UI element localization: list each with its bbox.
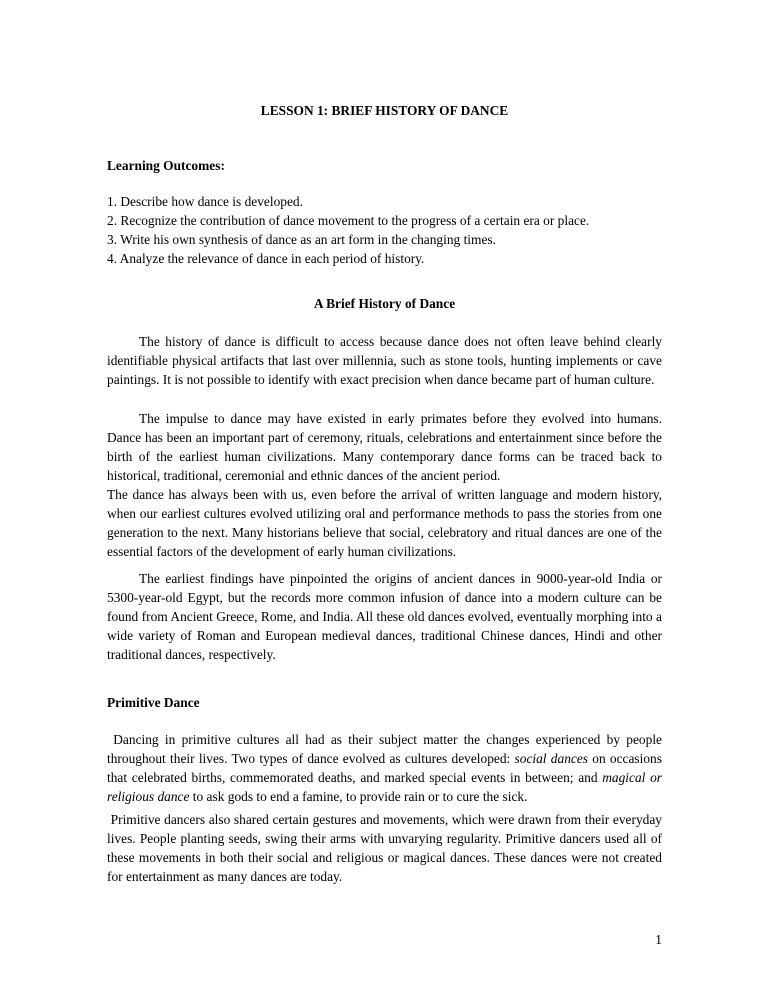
social-dances-term: social dances [514, 751, 588, 766]
list-item: 1. Describe how dance is developed. [107, 194, 303, 209]
text-segment: Primitive dancers also shared certain gestures and movements, which were drawn from their everyday lives. People planting seeds, swing their arms with unvarying regularity. Primitive dancers used all of these movements in both their social and religious or magical dances. These dances were not created for entertainment as many dances are today. [107, 812, 662, 884]
paragraph-earliest-findings: The earliest findings have pinpointed the origins of ancient dances in 9000-year-old India or 5300-year-old Egypt, but the records more common infusion of dance into a modern culture can be found from Ancient Greece, Rome, and India. All these old dances evolved, eventually morphing into a wide variety of Roman and European medieval dances, traditional Chinese dances, Hindi and other traditional dances, respectively. [107, 571, 662, 662]
paragraph-text: The impulse to dance may have existed in early primates before they evolved into humans. Dance has been an important part of ceremony, rituals, celebrations and entertainment since before the birth of the earliest human civilizations. Many contemporary dance forms can be traced back to historical, traditional, ceremonial and ethnic dances of the ancient period. [107, 411, 662, 483]
paragraph-impulse-to-dance [107, 409, 662, 561]
page-number: 1 [655, 932, 662, 947]
paragraph-text: The dance has always been with us, even before the arrival of written language and modern history, when our earliest cultures evolved utilizing oral and performance methods to pass the stories from one generation to the next. Many historians believe that social, celebratory and ritual dances are one of the essential factors of the development of early human civilizations. [107, 487, 662, 559]
text-segment: on occasions that celebrated births, commemorated deaths, and marked special events in between; and [107, 751, 662, 785]
document-page [107, 0, 662, 994]
magical-dance-term: magical or religious dance [107, 770, 662, 804]
text-segment: Dancing in primitive cultures all had as their subject matter the changes experienced by people throughout their lives. Two types of dance evolved as cultures developed: [107, 732, 662, 766]
text-segment: to ask gods to end a famine, to provide rain or to cure the sick. [189, 789, 528, 804]
paragraph-history-difficulty: The history of dance is difficult to access because dance does not often leave behind clearly identifiable physical artifacts that last over millennia, such as stone tools, hunting implements or cave paintings. It is not possible to identify with exact precision when dance became part of human culture. [107, 334, 662, 387]
paragraph-primitive-gestures [107, 810, 662, 886]
primitive-dance-heading: Primitive Dance [107, 695, 200, 710]
list-item: 4. Analyze the relevance of dance in each period of history. [107, 251, 425, 266]
page-title: LESSON 1: BRIEF HISTORY OF DANCE [260, 103, 509, 118]
list-item: 2. Recognize the contribution of dance movement to the progress of a certain era or place. [107, 213, 590, 228]
paragraph-primitive-cultures [107, 730, 662, 806]
learning-outcomes-heading: Learning Outcomes: [107, 158, 225, 173]
list-item: 3. Write his own synthesis of dance as an art form in the changing times. [107, 232, 496, 247]
section-title: A Brief History of Dance [313, 296, 456, 311]
learning-outcomes-list [107, 192, 589, 268]
